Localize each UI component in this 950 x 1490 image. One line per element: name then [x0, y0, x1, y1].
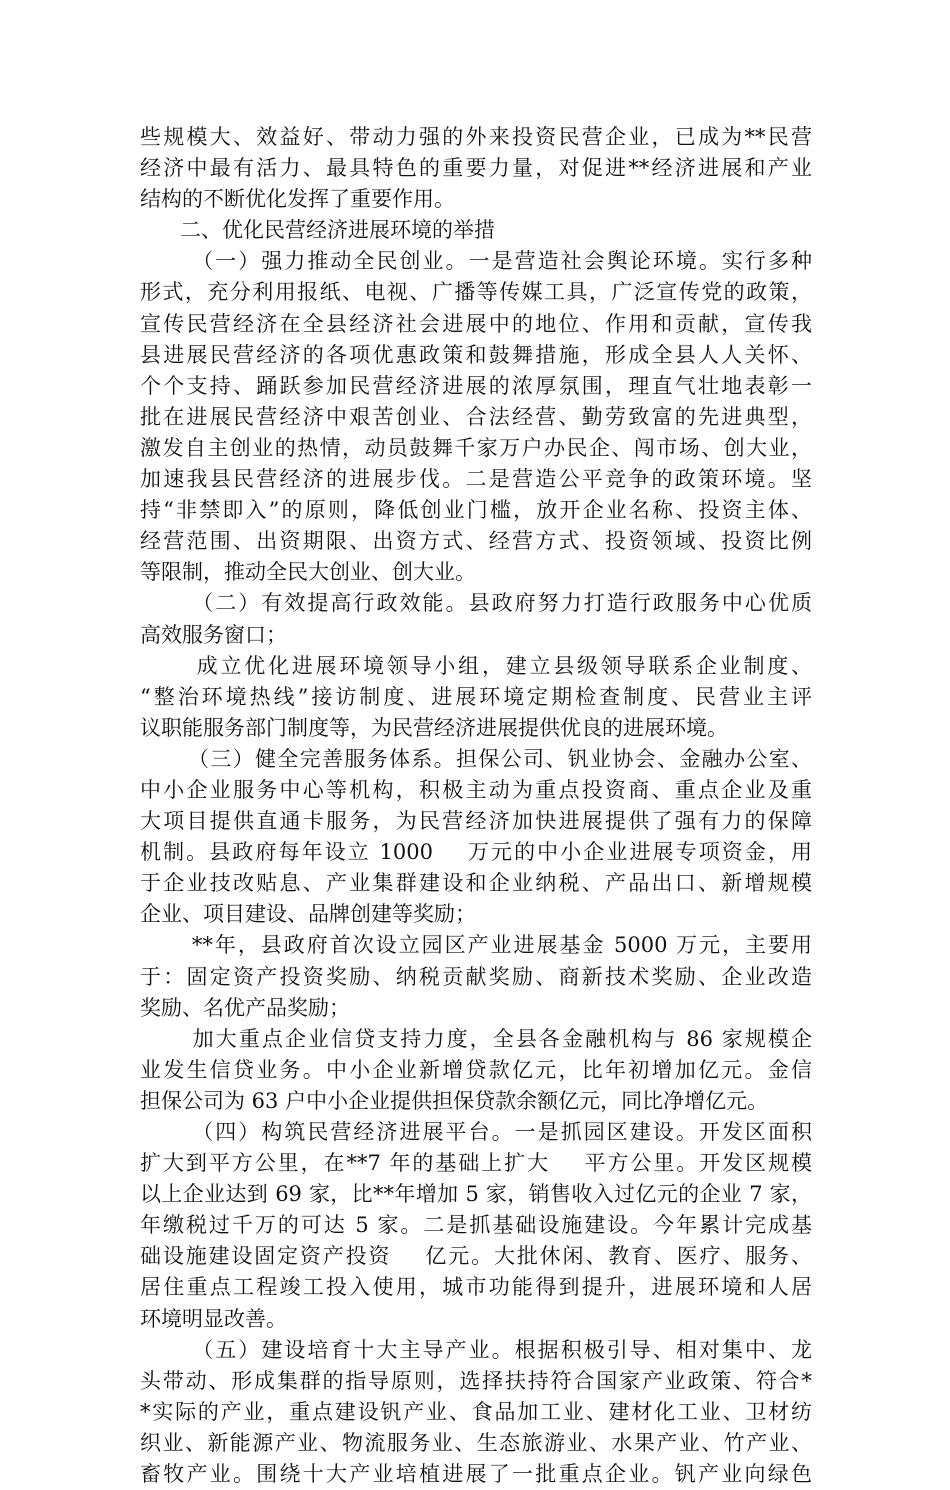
text-line: 于企业技改贴息、产业集群建设和企业纳税、产品出口、新增规模: [140, 871, 812, 896]
text-line: 环境明显改善。: [140, 1306, 287, 1331]
text-line: *实际的产业，重点建设钒产业、食品加工业、建材化工业、卫材纺: [140, 1399, 812, 1424]
text-line: （三）健全完善服务体系。担保公司、钒业协会、金融办公室、: [140, 746, 812, 771]
text-line: （二）有效提高行政效能。县政府努力打造行政服务中心优质: [140, 591, 812, 616]
text-line: 经营范围、出资期限、出资方式、经营方式、投资领域、投资比例: [140, 529, 812, 554]
text-line: 经济中最有活力、最具特色的重要力量，对促进**经济进展和产业: [140, 156, 812, 181]
text-line: 结构的不断优化发挥了重要作用。: [140, 187, 455, 212]
text-line: 以上企业达到 69 家，比**年增加 5 家，销售收入过亿元的企业 7 家，: [140, 1182, 812, 1207]
text-line: 批在进展民营经济中艰苦创业、合法经营、勤劳致富的先进典型，: [140, 404, 812, 429]
text-line: 高效服务窗口；: [140, 622, 287, 647]
text-line: 成立优化进展环境领导小组，建立县级领导联系企业制度、: [140, 653, 812, 678]
text-line: （五）建设培育十大主导产业。根据积极引导、相对集中、龙: [140, 1337, 812, 1362]
text-line: 织业、新能源产业、物流服务业、生态旅游业、水果产业、竹产业、: [140, 1430, 812, 1455]
text-line: 畜牧产业。围绕十大产业培植进展了一批重点企业。钒产业向绿色: [140, 1462, 812, 1487]
text-line: 业发生信贷业务。中小企业新增贷款亿元，比年初增加亿元。金信: [140, 1057, 812, 1082]
text-line: 等限制，推动全民大创业、创大业。: [140, 560, 476, 585]
text-line: 扩大到平方公里，在**7 年的基础上扩大 平方公里。开发区规模: [140, 1151, 812, 1176]
text-line: 机制。县政府每年设立 1000 万元的中小企业进展专项资金，用: [140, 840, 812, 865]
text-line: 企业、项目建设、品牌创建等奖励；: [140, 902, 476, 927]
text-line: **年，县政府首次设立园区产业进展基金 5000 万元，主要用: [140, 933, 812, 958]
text-line: 加大重点企业信贷支持力度，全县各金融机构与 86 家规模企: [140, 1026, 812, 1051]
text-line: 宣传民营经济在全县经济社会进展中的地位、作用和贡献，宣传我: [140, 311, 812, 336]
text-line: 个个支持、踊跃参加民营经济进展的浓厚氛围，理直气壮地表彰一: [140, 373, 812, 398]
text-line: 加速我县民营经济的进展步伐。二是营造公平竞争的政策环境。坚: [140, 467, 812, 492]
text-line: 础设施建设固定资产投资 亿元。大批休闲、教育、医疗、服务、: [140, 1244, 812, 1269]
text-line: 激发自主创业的热情，动员鼓舞千家万户办民企、闯市场、创大业，: [140, 435, 812, 460]
text-line: 于：固定资产投资奖励、纳税贡献奖励、商新技术奖励、企业改造: [140, 964, 812, 989]
text-line: （一）强力推动全民创业。一是营造社会舆论环境。实行多种: [140, 249, 812, 274]
text-line: 年缴税过千万的可达 5 家。二是抓基础设施建设。今年累计完成基: [140, 1213, 812, 1238]
text-line: 中小企业服务中心等机构，积极主动为重点投资商、重点企业及重: [140, 777, 812, 802]
text-line: 担保公司为 63 户中小企业提供担保贷款余额亿元，同比净增亿元。: [140, 1088, 769, 1113]
text-line: 大项目提供直通卡服务，为民营经济加快进展提供了强有力的保障: [140, 809, 812, 834]
text-line: 奖励、名优产品奖励；: [140, 995, 350, 1020]
text-line: 头带动、形成集群的指导原则，选择扶持符合国家产业政策、符合*: [140, 1368, 812, 1393]
text-line: 二、优化民营经济进展环境的举措: [140, 218, 496, 243]
document-body: [140, 122, 812, 1490]
text-line: 县进展民营经济的各项优惠政策和鼓舞措施，形成全县人人关怀、: [140, 342, 812, 367]
text-line: 些规模大、效益好、带动力强的外来投资民营企业，已成为**民营: [140, 125, 812, 149]
text-line: 居住重点工程竣工投入使用，城市功能得到提升，进展环境和人居: [140, 1275, 812, 1300]
text-line: 形式，充分利用报纸、电视、广播等传媒工具，广泛宣传党的政策，: [140, 280, 812, 305]
text-line: 持“非禁即入”的原则，降低创业门槛，放开企业名称、投资主体、: [140, 498, 812, 523]
text-line: （四）构筑民营经济进展平台。一是抓园区建设。开发区面积: [140, 1120, 812, 1144]
text-line: “整治环境热线”接访制度、进展环境定期检查制度、民营业主评: [140, 684, 812, 709]
text-line: 议职能服务部门制度等，为民营经济进展提供优良的进展环境。: [140, 715, 728, 740]
